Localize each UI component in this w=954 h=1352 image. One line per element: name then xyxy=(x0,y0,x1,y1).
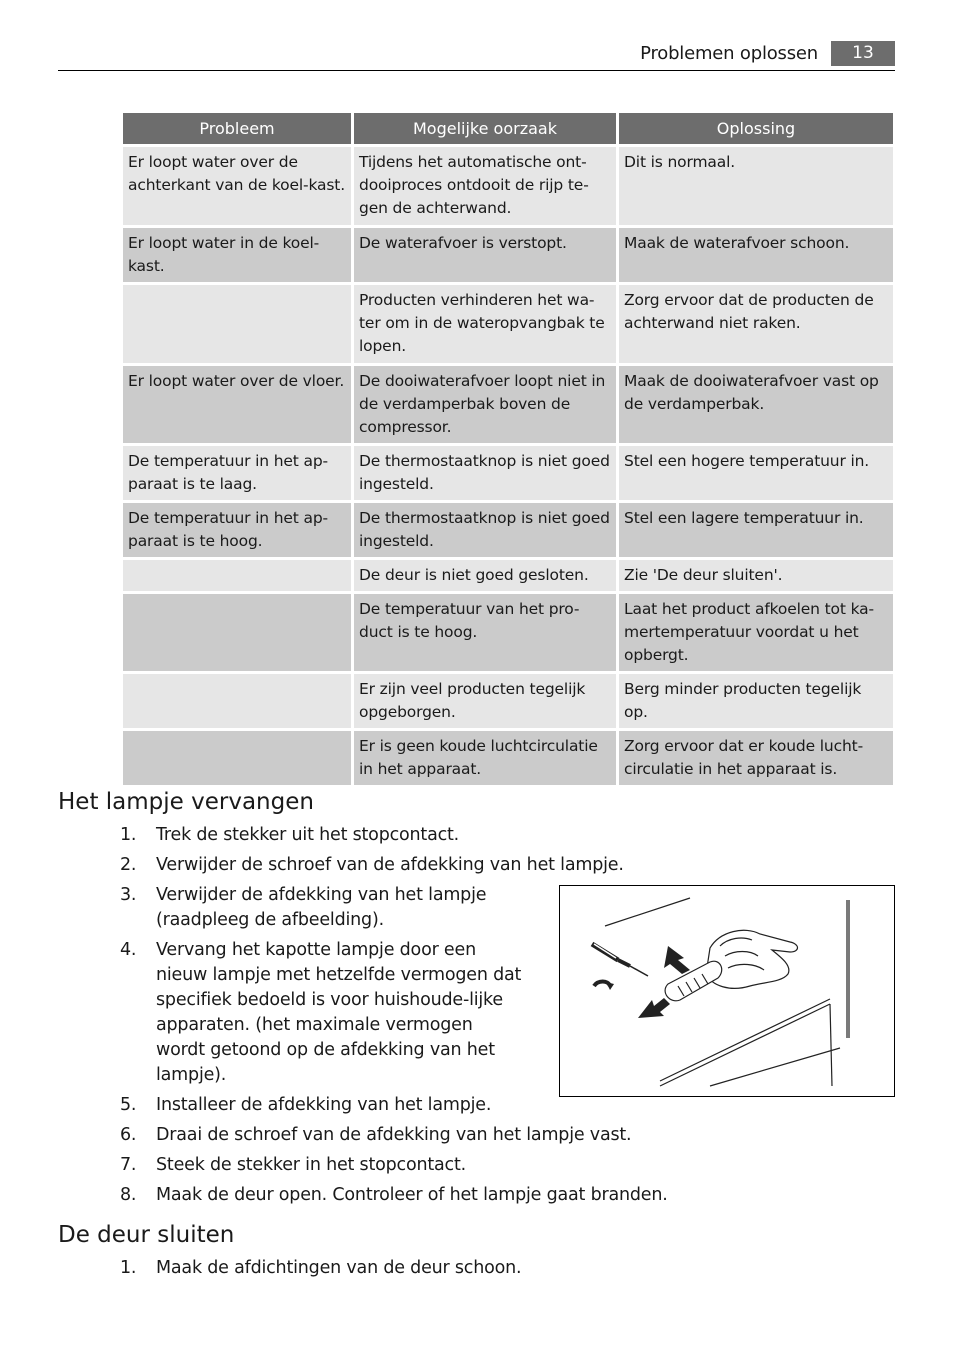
header-divider xyxy=(58,70,895,71)
table-row xyxy=(123,446,893,500)
solution-cell: Dit is normaal. xyxy=(619,147,893,225)
step-text: Vervang het kapotte lampje door een nieuw lampje met hetzelfde vermogen dat specifiek bedoeld is voor huishoude-lijke apparaten. (het maximale vermogen wordt getoond op de afdekking van het lampje). xyxy=(156,940,522,1085)
list-item xyxy=(120,938,526,1088)
step-number: 6. xyxy=(120,1125,137,1145)
problem-cell xyxy=(123,560,351,591)
table-header-row xyxy=(123,113,893,144)
step-number: 3. xyxy=(120,885,137,905)
illustration-svg xyxy=(560,886,894,1096)
step-text: Trek de stekker uit het stopcontact. xyxy=(156,825,460,845)
solution-cell: Zie 'De deur sluiten'. xyxy=(619,560,893,591)
cause-cell: De thermostaatknop is niet goed ingesteld. xyxy=(354,446,616,500)
door-steps-list xyxy=(120,1256,820,1286)
step-number: 1. xyxy=(120,1258,137,1278)
section-title: Problemen oplossen xyxy=(640,43,818,64)
cause-cell: Producten verhinderen het wa-ter om in de wateropvangbak te lopen. xyxy=(354,285,616,363)
problem-cell: De temperatuur in het ap-paraat is te laag. xyxy=(123,446,351,500)
hand-icon xyxy=(706,930,798,988)
column-header-problem: Probleem xyxy=(123,113,351,144)
screwdriver-icon xyxy=(592,944,648,976)
page-number: 13 xyxy=(831,41,895,66)
problem-cell xyxy=(123,594,351,671)
step-text: Maak de afdichtingen van de deur schoon. xyxy=(156,1258,522,1278)
problem-cell: Er loopt water over de vloer. xyxy=(123,366,351,443)
step-number: 7. xyxy=(120,1155,137,1175)
solution-cell: Zorg ervoor dat er koude lucht-circulatie in het apparaat is. xyxy=(619,731,893,785)
table-row xyxy=(123,147,893,225)
step-text: Installeer de afdekking van het lampje. xyxy=(156,1095,492,1115)
shelf-line xyxy=(710,1048,840,1086)
table-row xyxy=(123,674,893,728)
cabinet-edge-line xyxy=(605,898,690,926)
solution-cell: Laat het product afkoelen tot ka-mertemperatuur voordat u het opbergt. xyxy=(619,594,893,671)
door-section-heading: De deur sluiten xyxy=(58,1222,235,1248)
cause-cell: Tijdens het automatische ont-dooiproces ontdooit de rijp te-gen de achterwand. xyxy=(354,147,616,225)
step-number: 5. xyxy=(120,1095,137,1115)
step-text: Verwijder de afdekking van het lampje (raadpleeg de afbeelding). xyxy=(156,885,487,930)
remove-arrow-icon xyxy=(638,998,670,1018)
cause-cell: De deur is niet goed gesloten. xyxy=(354,560,616,591)
cause-cell: Er zijn veel producten tegelijk opgeborgen. xyxy=(354,674,616,728)
remove-arrow-icon xyxy=(664,946,690,974)
table-row xyxy=(123,228,893,282)
list-item xyxy=(120,853,856,878)
list-item xyxy=(120,1183,856,1208)
cause-cell: De dooiwaterafvoer loopt niet in de verdamperbak boven de compressor. xyxy=(354,366,616,443)
lamp-replacement-illustration xyxy=(559,885,895,1097)
list-item xyxy=(120,823,856,848)
step-text: Draai de schroef van de afdekking van het lampje vast. xyxy=(156,1125,632,1145)
lamp-cover-icon xyxy=(665,961,722,1001)
column-header-solution: Oplossing xyxy=(619,113,893,144)
step-text: Steek de stekker in het stopcontact. xyxy=(156,1155,466,1175)
step-number: 8. xyxy=(120,1185,137,1205)
step-text: Verwijder de schroef van de afdekking van het lampje. xyxy=(156,855,624,875)
problem-cell: De temperatuur in het ap-paraat is te hoog. xyxy=(123,503,351,557)
cause-cell: De thermostaatknop is niet goed ingesteld. xyxy=(354,503,616,557)
list-item xyxy=(120,1123,856,1148)
cause-cell: De temperatuur van het pro-duct is te hoog. xyxy=(354,594,616,671)
table-row xyxy=(123,503,893,557)
troubleshooting-table xyxy=(120,110,896,788)
cause-cell: Er is geen koude luchtcirculatie in het apparaat. xyxy=(354,731,616,785)
table-row xyxy=(123,285,893,363)
solution-cell: Stel een hogere temperatuur in. xyxy=(619,446,893,500)
solution-cell: Berg minder producten tegelijk op. xyxy=(619,674,893,728)
problem-cell: Er loopt water over de achterkant van de koel-kast. xyxy=(123,147,351,225)
problem-cell xyxy=(123,731,351,785)
solution-cell: Zorg ervoor dat de producten de achterwand niet raken. xyxy=(619,285,893,363)
solution-cell: Maak de waterafvoer schoon. xyxy=(619,228,893,282)
step-text: Maak de deur open. Controleer of het lampje gaat branden. xyxy=(156,1185,668,1205)
problem-cell xyxy=(123,285,351,363)
shelf-line xyxy=(660,1004,830,1086)
shelf-line xyxy=(830,1004,832,1086)
list-item xyxy=(120,883,526,933)
table-row xyxy=(123,560,893,591)
shelf-line xyxy=(660,999,830,1081)
column-header-cause: Mogelijke oorzaak xyxy=(354,113,616,144)
problem-cell: Er loopt water in de koel-kast. xyxy=(123,228,351,282)
lamp-section-heading: Het lampje vervangen xyxy=(58,789,314,815)
solution-cell: Maak de dooiwaterafvoer vast op de verdamperbak. xyxy=(619,366,893,443)
step-number: 1. xyxy=(120,825,137,845)
step-number: 2. xyxy=(120,855,137,875)
cause-cell: De waterafvoer is verstopt. xyxy=(354,228,616,282)
list-item xyxy=(120,1153,856,1178)
table-row xyxy=(123,731,893,785)
solution-cell: Stel een lagere temperatuur in. xyxy=(619,503,893,557)
step-number: 4. xyxy=(120,940,137,960)
problem-cell xyxy=(123,674,351,728)
table-row xyxy=(123,594,893,671)
table-row xyxy=(123,366,893,443)
list-item xyxy=(120,1256,820,1281)
rotate-arrow-icon xyxy=(594,982,614,991)
